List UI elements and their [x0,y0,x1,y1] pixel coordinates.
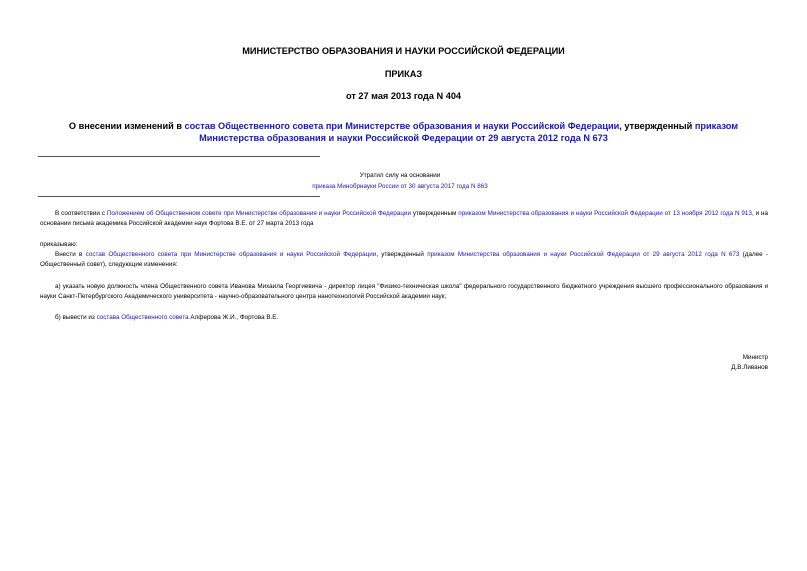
pb-prefix: б) вывести из [55,314,97,321]
void-notice-link[interactable]: приказа Минобрнауки России от 30 августа 2017 года N 863 [312,183,488,190]
p2-mid: , утвержденный [376,251,428,258]
link-council-composition[interactable]: состав Общественного совета при Министерстве образования и науки Российской Федерации [85,251,377,258]
signature-title: Министр [742,354,768,361]
divider-bottom [38,196,320,197]
void-notice-line [230,181,570,192]
link-order-913[interactable]: приказом Министерства образования и науки Российской Федерации от 13 ноября 2012 года N 913 [458,210,752,217]
paragraph-item-b [40,313,768,323]
link-order-673[interactable]: приказом Министерства образования и науки Российской Федерации от 29 августа 2012 года N 673 [427,251,740,258]
signature-name: Д.В.Ливанов [731,364,768,371]
order-word: приказываю: [40,241,78,248]
paragraph-basis [40,209,768,229]
subject-link-council-composition[interactable]: состав Общественного совета при Министерстве образования и науки Российской Федерации [184,121,620,131]
document-date-number: от 27 мая 2013 года N 404 [345,91,462,101]
subject-prefix: О внесении изменений в [68,121,185,131]
paragraph-changes [40,250,768,270]
p2-suffix: (далее - Общественный совет), следующие изменения: [40,251,768,268]
subject-middle: , утвержденный [619,121,695,131]
link-council-composition-b[interactable]: состава Общественного совета [96,314,189,321]
p2-prefix: Внести в [55,251,86,258]
paragraph-item-a: а) указать новую должность члена Общественного совета Иванова Михаила Георгиевича - директор лицея "Физико-техническая школа" федерального государственного бюджетного учреждения высшего профессионального образования и науки Санкт-Петербургского Академического университета - научно-образовательного центра нанотехнологий Российской академии наук; [40,283,768,300]
subject-link-order-673[interactable]: приказом Министерства образования и науки Российской Федерации от 29 августа 2012 года N 673 [199,121,739,143]
document-type-heading: ПРИКАЗ [384,69,423,79]
p1-prefix: В соответствии с [55,210,107,217]
document-subject [40,120,767,144]
divider-top [38,156,320,157]
link-council-regulation[interactable]: Положением об Общественном совете при Министерстве образования и науки Российской Федерации [106,210,411,217]
p1-mid: утвержденным [410,210,459,217]
void-notice-text: Утратил силу на основании [359,172,441,179]
ministry-heading: МИНИСТЕРСТВО ОБРАЗОВАНИЯ И НАУКИ РОССИЙСКОЙ ФЕДЕРАЦИИ [242,46,565,56]
p1-suffix: , и на основании письма академика Российской академии наук Фортова В.Е. от 27 марта 2013 года [40,210,768,227]
pb-suffix: Алферова Ж.И., Фортова В.Е. [188,314,279,321]
